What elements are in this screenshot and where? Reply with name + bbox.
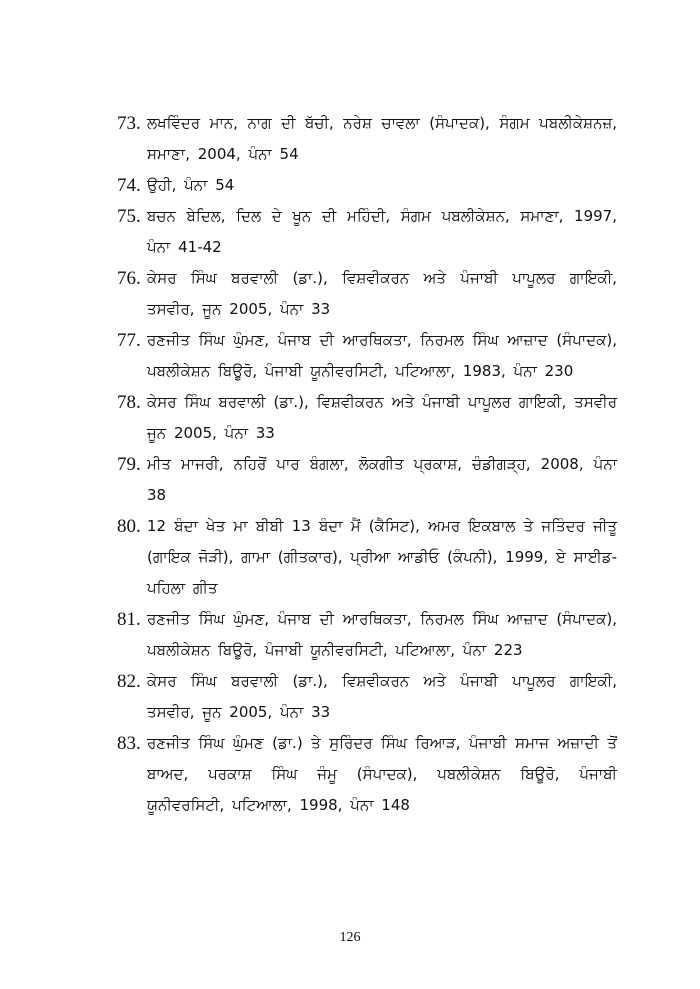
reference-item xyxy=(117,728,617,821)
reference-number: 82. xyxy=(117,671,141,692)
reference-text: ਕੇਸਰ ਸਿੰਘ ਬਰਵਾਲੀ (ਡਾ.), ਵਿਸ਼ਵੀਕਰਨ ਅਤੇ ਪੰਜਾਬੀ ਪਾਪੂਲਰ ਗਾਇਕੀ, ਤਸਵੀਰ, ਜੂਨ 2005, ਪੰਨਾ 33 xyxy=(147,672,617,721)
reference-text: ਰਣਜੀਤ ਸਿੰਘ ਘੁੰਮਣ, ਪੰਜਾਬ ਦੀ ਆਰਥਿਕਤਾ, ਨਿਰਮਲ ਸਿੰਘ ਆਜ਼ਾਦ (ਸੰਪਾਦਕ), ਪਬਲੀਕੇਸ਼ਨ ਬਿਊਰੋ, ਪੰਜਾਬੀ ਯੂਨੀਵਰਸਿਟੀ, ਪਟਿਆਲਾ, ਪੰਨਾ 223 xyxy=(147,610,617,659)
reference-text: ਉਹੀ, ਪੰਨਾ 54 xyxy=(147,176,235,194)
reference-number: 79. xyxy=(117,454,141,475)
reference-number: 77. xyxy=(117,330,141,351)
reference-item xyxy=(117,108,617,170)
reference-number: 81. xyxy=(117,609,141,630)
reference-item xyxy=(117,263,617,325)
reference-text: 12 ਬੰਦਾ ਖੇਤ ਮਾ ਬੀਬੀ 13 ਬੰਦਾ ਮੈਂ (ਕੈਸਿਟ), ਅਮਰ ਇਕਬਾਲ ਤੇ ਜਤਿੰਦਰ ਜੀਤੂ (ਗਾਇਕ ਜੋੜੀ), ਗਾਮਾ (ਗੀਤਕਾਰ), ਪ੍ਰੀਆ ਆਡੀਓ (ਕੰਪਨੀ), 1999, ਏ ਸਾਈਡ-ਪਹਿਲਾ ਗੀਤ xyxy=(147,517,617,597)
reference-list xyxy=(117,108,617,821)
reference-number: 75. xyxy=(117,206,141,227)
reference-text: ਬਚਨ ਬੇਦਿਲ, ਦਿਲ ਦੇ ਖੂਨ ਦੀ ਮਹਿੰਦੀ, ਸੰਗਮ ਪਬਲੀਕੇਸ਼ਨ, ਸਮਾਣਾ, 1997, ਪੰਨਾ 41-42 xyxy=(147,207,617,256)
reference-number: 78. xyxy=(117,392,141,413)
reference-number: 74. xyxy=(117,175,141,196)
reference-item xyxy=(117,666,617,728)
reference-number: 83. xyxy=(117,733,141,754)
reference-item xyxy=(117,170,617,201)
reference-item xyxy=(117,449,617,511)
reference-text: ਮੀਤ ਮਾਜਰੀ, ਨਹਿਰੋਂ ਪਾਰ ਬੰਗਲਾ, ਲੋਕਗੀਤ ਪ੍ਰਕਾਸ਼, ਚੰਡੀਗੜ੍ਹ, 2008, ਪੰਨਾ 38 xyxy=(147,455,617,504)
reference-item xyxy=(117,604,617,666)
page-number: 126 xyxy=(339,930,361,945)
reference-text: ਕੇਸਰ ਸਿੰਘ ਬਰਵਾਲੀ (ਡਾ.), ਵਿਸ਼ਵੀਕਰਨ ਅਤੇ ਪੰਜਾਬੀ ਪਾਪੂਲਰ ਗਾਇਕੀ, ਤਸਵੀਰ ਜੂਨ 2005, ਪੰਨਾ 33 xyxy=(147,393,617,442)
reference-text: ਲਖਵਿੰਦਰ ਮਾਨ, ਨਾਗ ਦੀ ਬੱਚੀ, ਨਰੇਸ਼ ਚਾਵਲਾ (ਸੰਪਾਦਕ), ਸੰਗਮ ਪਬਲੀਕੇਸ਼ਨਜ਼, ਸਮਾਣਾ, 2004, ਪੰਨਾ 54 xyxy=(147,114,617,163)
reference-item xyxy=(117,325,617,387)
reference-item xyxy=(117,511,617,604)
reference-number: 80. xyxy=(117,516,141,537)
reference-item xyxy=(117,387,617,449)
reference-item xyxy=(117,201,617,263)
reference-text: ਕੇਸਰ ਸਿੰਘ ਬਰਵਾਲੀ (ਡਾ.), ਵਿਸ਼ਵੀਕਰਨ ਅਤੇ ਪੰਜਾਬੀ ਪਾਪੂਲਰ ਗਾਇਕੀ, ਤਸਵੀਰ, ਜੂਨ 2005, ਪੰਨਾ 33 xyxy=(147,269,617,318)
reference-text: ਰਣਜੀਤ ਸਿੰਘ ਘੁੰਮਣ, ਪੰਜਾਬ ਦੀ ਆਰਥਿਕਤਾ, ਨਿਰਮਲ ਸਿੰਘ ਆਜ਼ਾਦ (ਸੰਪਾਦਕ), ਪਬਲੀਕੇਸ਼ਨ ਬਿਊਰੋ, ਪੰਜਾਬੀ ਯੂਨੀਵਰਸਿਟੀ, ਪਟਿਆਲਾ, 1983, ਪੰਨਾ 230 xyxy=(147,331,617,380)
reference-number: 73. xyxy=(117,113,141,134)
reference-text: ਰਣਜੀਤ ਸਿੰਘ ਘੁੰਮਣ (ਡਾ.) ਤੇ ਸੁਰਿੰਦਰ ਸਿੰਘ ਰਿਆੜ, ਪੰਜਾਬੀ ਸਮਾਜ ਅਜ਼ਾਦੀ ਤੋਂ ਬਾਅਦ, ਪਰਕਾਸ਼ ਸਿੰਘ ਜੰਮੂ (ਸੰਪਾਦਕ), ਪਬਲੀਕੇਸ਼ਨ ਬਿਊਰੋ, ਪੰਜਾਬੀ ਯੂਨੀਵਰਸਿਟੀ, ਪਟਿਆਲਾ, 1998, ਪੰਨਾ 148 xyxy=(147,734,617,814)
reference-number: 76. xyxy=(117,268,141,289)
